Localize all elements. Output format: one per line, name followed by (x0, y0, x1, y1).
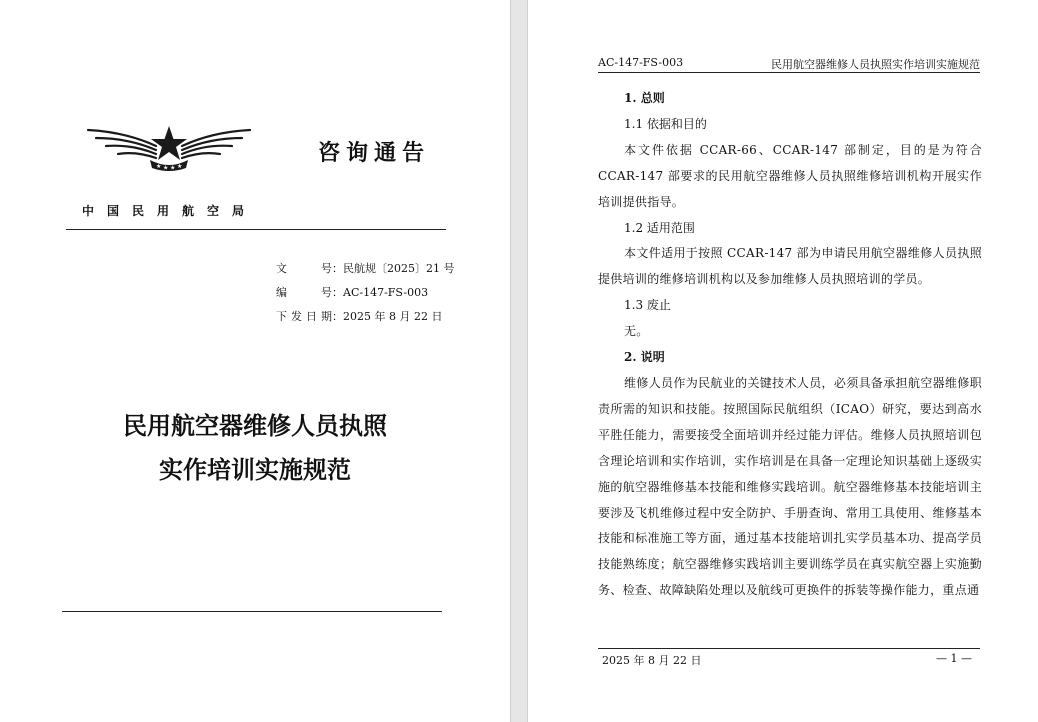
meta-issue-date: 下发日期：2025 年 8 月 22 日 (276, 310, 443, 323)
meta-label: 下发日期 (276, 310, 332, 323)
paragraph: 维修人员作为民航业的关键技术人员，必须具备承担航空器维修职责所需的知识和技能。按照国际民航组织（ICAO）研究，要达到高水平胜任能力，需要接受全面培训并经过能力评估。维修人员执照培训包含理论培训和实作培训，实作培训是在具备一定理论知识基础上逐级实施的航空器维修基本技能和维修实践培训。航空器维修基本技能培训主要涉及飞机维修过程中安全防护、手册查询、常用工具使用、维修基本技能和标准施工等方面，通过基本技能培训扎实学员基本功、提高学员技能熟练度；航空器维修实践培训主要训练学员在真实航空器上实施勤务、检查、故障缺陷处理以及航线可更换件的拆装等操作能力，重点通 (598, 375, 982, 598)
paragraph: 本文件适用于按照 CCAR-147 部为申请民用航空器维修人员执照提供培训的维修培训机构以及参加维修人员执照培训的学员。 (598, 246, 982, 287)
subsection-heading: 1.3 废止 (624, 298, 671, 313)
running-header-code: AC-147-FS-003 (598, 56, 684, 69)
header-divider (66, 229, 446, 230)
svg-text:★: ★ (177, 163, 183, 170)
meta-label: 文号 (276, 262, 332, 275)
section-heading: 1. 总则 (624, 91, 665, 105)
document-cover-page (0, 0, 510, 722)
svg-text:★: ★ (170, 164, 176, 172)
meta-label: 编号 (276, 286, 332, 299)
meta-code: 编号：AC-147-FS-003 (276, 286, 429, 299)
paragraph: 本文件依据 CCAR-66、CCAR-147 部制定，目的是为符合 CCAR-147 部要求的民用航空器维修人员执照维修培训机构开展实作培训提供指导。 (598, 142, 982, 209)
meta-value: AC-147-FS-003 (343, 286, 429, 299)
header-rule (598, 72, 980, 73)
running-header-title: 民用航空器维修人员执照实作培训实施规范 (771, 58, 980, 71)
document-title-line-2: 实作培训实施规范 (159, 455, 351, 484)
meta-value: 2025 年 8 月 22 日 (343, 310, 443, 323)
svg-text:★: ★ (163, 164, 169, 172)
subsection-heading: 1.1 依据和目的 (624, 116, 707, 131)
body-text (598, 86, 982, 604)
caac-emblem-logo (86, 124, 252, 174)
meta-value: 民航规〔2025〕21 号 (343, 262, 455, 275)
svg-text:★: ★ (156, 163, 162, 170)
footer-rule (598, 648, 980, 649)
document-title-line-1: 民用航空器维修人员执照 (123, 411, 387, 440)
footer-date: 2025 年 8 月 22 日 (602, 654, 702, 667)
page-number: — 1 — (936, 652, 972, 665)
subsection-heading: 1.2 适用范围 (624, 220, 695, 235)
document-content-page (528, 0, 1038, 722)
cover-bottom-rule (62, 611, 442, 612)
notice-title: 咨询通告 (318, 140, 431, 166)
section-heading: 2. 说明 (624, 350, 665, 365)
meta-doc-number: 文号：民航规〔2025〕21 号 (276, 262, 455, 275)
page-gutter (510, 0, 528, 722)
paragraph: 无。 (624, 324, 649, 339)
issuing-agency: 中国民用航空局 (82, 204, 258, 218)
